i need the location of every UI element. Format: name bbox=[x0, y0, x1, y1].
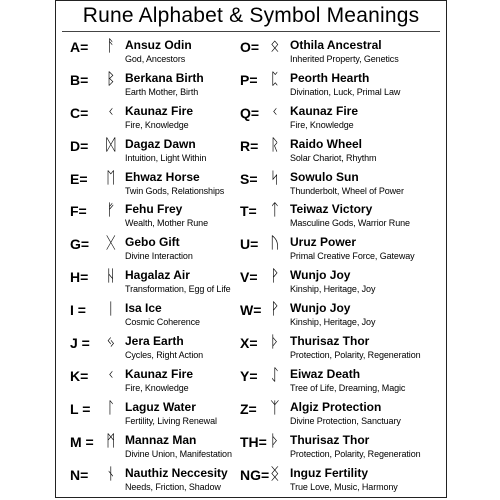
rune-glyph-icon: ᚨ bbox=[106, 36, 116, 55]
rune-entry bbox=[70, 332, 266, 365]
rune-name: Teiwaz Victory bbox=[290, 202, 373, 217]
rune-meaning: Twin Gods, Relationships bbox=[125, 185, 225, 196]
latin-letter-label: W= bbox=[240, 302, 262, 319]
latin-letter-label: E= bbox=[70, 170, 88, 187]
rune-entry bbox=[240, 464, 436, 497]
rune-glyph-icon: ᛗ bbox=[106, 430, 116, 450]
latin-letter-label: T= bbox=[240, 203, 257, 220]
rune-name: Kaunaz Fire bbox=[290, 103, 359, 118]
rune-name: Mannaz Man bbox=[125, 432, 197, 447]
rune-glyph-icon: ᚺ bbox=[106, 266, 116, 286]
rune-name: Kaunaz Fire bbox=[125, 103, 194, 118]
rune-entry bbox=[70, 266, 266, 299]
rune-glyph-icon: ᚲ bbox=[106, 101, 116, 121]
rune-entry bbox=[70, 233, 266, 266]
rune-glyph-icon: ᚠ bbox=[106, 200, 116, 220]
rune-glyph-icon: ᛒ bbox=[106, 68, 116, 88]
rune-name: Othila Ancestral bbox=[290, 38, 382, 52]
rune-entry bbox=[240, 102, 436, 135]
latin-letter-label: V= bbox=[240, 269, 258, 286]
latin-letter-label: K= bbox=[70, 367, 89, 384]
latin-letter-label: N= bbox=[70, 466, 89, 483]
rune-meaning: Tree of Life, Dreaming, Magic bbox=[290, 382, 406, 393]
rune-entry bbox=[240, 365, 436, 398]
rune-meaning: Fertility, Living Renewal bbox=[125, 415, 217, 426]
rune-entry bbox=[240, 299, 436, 332]
rune-meaning: Kinship, Heritage, Joy bbox=[290, 317, 376, 328]
latin-letter-label: O= bbox=[240, 39, 260, 55]
rune-meaning: Masculine Gods, Warrior Rune bbox=[290, 218, 410, 229]
rune-meaning: Thunderbolt, Wheel of Power bbox=[290, 185, 404, 196]
page-title: Rune Alphabet & Symbol Meanings bbox=[82, 4, 420, 27]
rune-meaning: Transformation, Egg of Life bbox=[125, 284, 231, 295]
latin-letter-label: NG= bbox=[240, 466, 270, 483]
rune-meaning: Protection, Polarity, Regeneration bbox=[290, 448, 421, 459]
latin-letter-label: R= bbox=[240, 137, 259, 154]
rune-glyph-icon: ᚢ bbox=[270, 233, 280, 253]
rune-meaning: Inherited Property, Genetics bbox=[290, 54, 399, 64]
latin-letter-label: P= bbox=[240, 71, 258, 88]
rune-meaning: Protection, Polarity, Regeneration bbox=[290, 350, 421, 361]
rune-entry bbox=[240, 200, 436, 233]
latin-letter-label: L = bbox=[70, 400, 91, 417]
rune-name: Isa Ice bbox=[125, 301, 162, 316]
rune-entry bbox=[70, 398, 266, 431]
rune-name: Fehu Frey bbox=[125, 202, 183, 217]
latin-letter-label: B= bbox=[70, 71, 89, 88]
rune-glyph-icon: ᛝ bbox=[270, 463, 280, 483]
rune-entry bbox=[70, 69, 266, 102]
rune-entry bbox=[240, 36, 436, 69]
rune-entry bbox=[70, 365, 266, 398]
rune-entry bbox=[240, 266, 436, 299]
rune-entry bbox=[70, 464, 266, 497]
rune-entry bbox=[70, 168, 266, 201]
rune-glyph-icon: ᛚ bbox=[106, 397, 116, 417]
rune-entry bbox=[240, 69, 436, 102]
rune-glyph-icon: ᚹ bbox=[270, 266, 280, 286]
rune-name: Kaunaz Fire bbox=[125, 366, 194, 381]
latin-letter-label: I = bbox=[70, 302, 86, 319]
rune-entry bbox=[70, 431, 266, 464]
rune-meaning: Divine Interaction bbox=[125, 251, 193, 262]
latin-letter-label: TH= bbox=[240, 433, 267, 450]
rune-meaning: Fire, Knowledge bbox=[125, 119, 189, 130]
rune-meaning: Divine Union, Manifestation bbox=[125, 448, 232, 459]
rune-meaning: Fire, Knowledge bbox=[290, 119, 354, 130]
latin-letter-label: S= bbox=[240, 170, 258, 187]
rune-entry bbox=[70, 36, 266, 69]
rune-meaning: True Love, Music, Harmony bbox=[290, 481, 398, 492]
rune-name: Algiz Protection bbox=[290, 399, 382, 414]
rune-name: Thurisaz Thor bbox=[290, 334, 370, 349]
rune-glyph-icon: ᚦ bbox=[270, 332, 280, 352]
rune-meaning: God, Ancestors bbox=[125, 54, 186, 64]
rune-name: Sowulo Sun bbox=[290, 169, 359, 184]
latin-letter-label: H= bbox=[70, 269, 89, 286]
latin-letter-label: C= bbox=[70, 104, 89, 121]
rune-name: Ehwaz Horse bbox=[125, 169, 200, 184]
rune-meaning: Earth Mother, Birth bbox=[125, 86, 199, 97]
rune-glyph-icon: ᛋ bbox=[270, 167, 280, 187]
latin-letter-label: F= bbox=[70, 203, 87, 220]
latin-letter-label: A= bbox=[70, 39, 89, 55]
latin-letter-label: D= bbox=[70, 137, 89, 154]
rune-name: Raido Wheel bbox=[290, 136, 363, 151]
rune-name: Hagalaz Air bbox=[125, 268, 190, 283]
rune-glyph-icon: ᛖ bbox=[106, 167, 116, 187]
rune-name: Uruz Power bbox=[290, 235, 357, 250]
rune-name: Inguz Fertility bbox=[290, 465, 368, 480]
rune-name: Wunjo Joy bbox=[290, 301, 351, 316]
rune-name: Wunjo Joy bbox=[290, 268, 351, 283]
rune-name: Nauthiz Neccesity bbox=[125, 465, 228, 480]
rune-glyph-icon: ᚲ bbox=[270, 101, 280, 121]
rune-glyph-icon: ᚷ bbox=[106, 233, 116, 253]
rune-meaning: Divination, Luck, Primal Law bbox=[290, 86, 401, 97]
rune-glyph-icon: ᚦ bbox=[270, 430, 280, 450]
rune-chart-sheet bbox=[55, 0, 447, 498]
latin-letter-label: Z= bbox=[240, 400, 257, 417]
rune-meaning: Needs, Friction, Shadow bbox=[125, 481, 221, 492]
rune-name: Peorth Hearth bbox=[290, 70, 370, 85]
rune-glyph-icon: ᛉ bbox=[270, 397, 280, 417]
latin-letter-label: M = bbox=[70, 433, 94, 450]
left-rune-column bbox=[70, 36, 266, 496]
rune-glyph-icon: ᚹ bbox=[270, 299, 280, 319]
rune-meaning: Wealth, Mother Rune bbox=[125, 218, 208, 229]
title-divider bbox=[62, 31, 440, 32]
rune-glyph-icon: ᛃ bbox=[106, 332, 116, 352]
rune-name: Jera Earth bbox=[125, 334, 184, 349]
rune-name: Berkana Birth bbox=[125, 70, 204, 85]
latin-letter-label: X= bbox=[240, 335, 258, 352]
rune-glyph-icon: ᚱ bbox=[270, 134, 280, 154]
rune-name: Thurisaz Thor bbox=[290, 432, 370, 447]
rune-entry bbox=[240, 233, 436, 266]
rune-entry bbox=[240, 332, 436, 365]
rune-name: Gebo Gift bbox=[125, 235, 180, 250]
rune-entry bbox=[240, 431, 436, 464]
rune-entry bbox=[70, 200, 266, 233]
rune-meaning: Cycles, Right Action bbox=[125, 350, 204, 361]
latin-letter-label: Q= bbox=[240, 104, 260, 121]
rune-name: Dagaz Dawn bbox=[125, 136, 196, 151]
rune-meaning: Kinship, Heritage, Joy bbox=[290, 284, 376, 295]
rune-entry bbox=[70, 299, 266, 332]
rune-glyph-icon: ᛏ bbox=[270, 200, 280, 220]
rune-entry bbox=[70, 102, 266, 135]
right-rune-column bbox=[240, 36, 436, 496]
latin-letter-label: U= bbox=[240, 236, 259, 253]
rune-meaning: Cosmic Coherence bbox=[125, 317, 200, 328]
rune-entry bbox=[240, 135, 436, 168]
rune-meaning: Intuition, Light Within bbox=[125, 152, 207, 163]
rune-meaning: Solar Chariot, Rhythm bbox=[290, 152, 377, 163]
rune-name: Laguz Water bbox=[125, 399, 196, 414]
latin-letter-label: Y= bbox=[240, 367, 258, 384]
rune-meaning: Primal Creative Force, Gateway bbox=[290, 251, 415, 262]
rune-glyph-icon: ᛈ bbox=[270, 68, 280, 88]
rune-meaning: Fire, Knowledge bbox=[125, 382, 189, 393]
rune-glyph-icon: ᚾ bbox=[106, 463, 116, 483]
rune-name: Ansuz Odin bbox=[125, 38, 192, 52]
rune-entry bbox=[240, 168, 436, 201]
rune-glyph-icon: ᛇ bbox=[270, 364, 280, 384]
rune-glyph-icon: ᛁ bbox=[106, 299, 116, 319]
rune-name: Eiwaz Death bbox=[290, 366, 361, 381]
rune-entry bbox=[240, 398, 436, 431]
rune-glyph-icon: ᛟ bbox=[270, 36, 280, 55]
latin-letter-label: J = bbox=[70, 335, 90, 352]
latin-letter-label: G= bbox=[70, 236, 90, 253]
rune-glyph-icon: ᚲ bbox=[106, 364, 116, 384]
rune-entry bbox=[70, 135, 266, 168]
rune-glyph-icon: ᛞ bbox=[106, 134, 116, 154]
rune-meaning: Divine Protection, Sanctuary bbox=[290, 415, 401, 426]
